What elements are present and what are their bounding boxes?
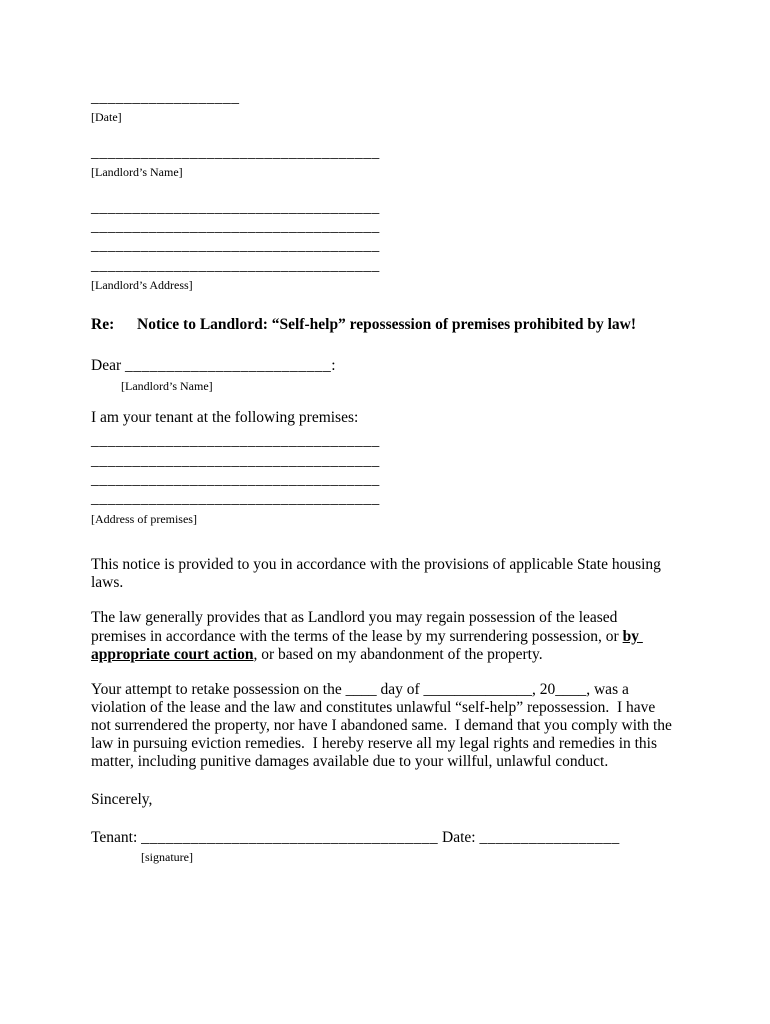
salutation-sublabel: [Landlord’s Name] — [121, 378, 213, 393]
paragraph-law-before: The law generally provides that as Landlord you may regain possession of the leased premises in accordance with the terms of the lease by my surrendering possession, or — [91, 609, 623, 645]
signature-label: [signature] — [141, 849, 193, 864]
subject-prefix: Re: — [91, 316, 115, 334]
premises-blank-line: ___________________________________ — [91, 432, 380, 450]
premises-blank-line: ___________________________________ — [91, 451, 380, 469]
premises-intro: I am your tenant at the following premises: — [91, 409, 359, 427]
paragraph-law — [91, 609, 676, 663]
date-blank-line: __________________ — [91, 89, 240, 106]
premises-label: [Address of premises] — [91, 511, 197, 526]
date-label: [Date] — [91, 110, 122, 125]
date-signature-blank-line: _________________ — [479, 828, 620, 846]
closing: Sincerely, — [91, 791, 153, 809]
paragraph-notice: This notice is provided to you in accordance with the provisions of applicable State housing laws. — [91, 556, 665, 592]
paragraph-law-after: , or based on my abandonment of the property. — [253, 645, 543, 663]
salutation-suffix: : — [331, 357, 336, 375]
subject-text: Notice to Landlord: “Self-help” repossession of premises prohibited by law! — [137, 316, 637, 334]
landlord-address-block — [91, 198, 676, 276]
paragraph-law-emphasis: by appropriate court action — [91, 627, 643, 663]
premises-blank-line: ___________________________________ — [91, 490, 380, 508]
landlord-name-blank-line: ___________________________________ — [91, 143, 380, 161]
landlord-name-label: [Landlord’s Name] — [91, 165, 183, 180]
paragraph-violation: Your attempt to retake possession on the ____ day of ______________, 20____, was a violation of the lease and the law and constitutes unlawful “self-help” repossession. I have not surrendered the property, nor have I abandoned same. I demand that you comply with the law in pursuing eviction remedies. I hereby reserve all my legal rights and remedies in this matter, including punitive damages available due to your willful, unlawful conduct. — [91, 680, 676, 771]
landlord-address-label: [Landlord’s Address] — [91, 278, 193, 293]
subject-line — [91, 316, 676, 334]
landlord-address-blank-line: ___________________________________ — [91, 256, 380, 274]
premises-blank-line: ___________________________________ — [91, 471, 380, 489]
date-prefix: Date: — [438, 828, 480, 846]
salutation-prefix: Dear — [91, 357, 125, 375]
salutation-line — [91, 356, 676, 375]
landlord-address-blank-line: ___________________________________ — [91, 237, 380, 255]
salutation-blank-line: _________________________ — [125, 357, 332, 375]
tenant-signature-blank-line: ____________________________________ — [141, 828, 439, 846]
landlord-address-blank-line: ___________________________________ — [91, 217, 380, 235]
premises-address-block — [91, 431, 676, 509]
signature-row — [91, 828, 676, 847]
landlord-address-blank-line: ___________________________________ — [91, 198, 380, 216]
tenant-prefix: Tenant: — [91, 828, 142, 846]
